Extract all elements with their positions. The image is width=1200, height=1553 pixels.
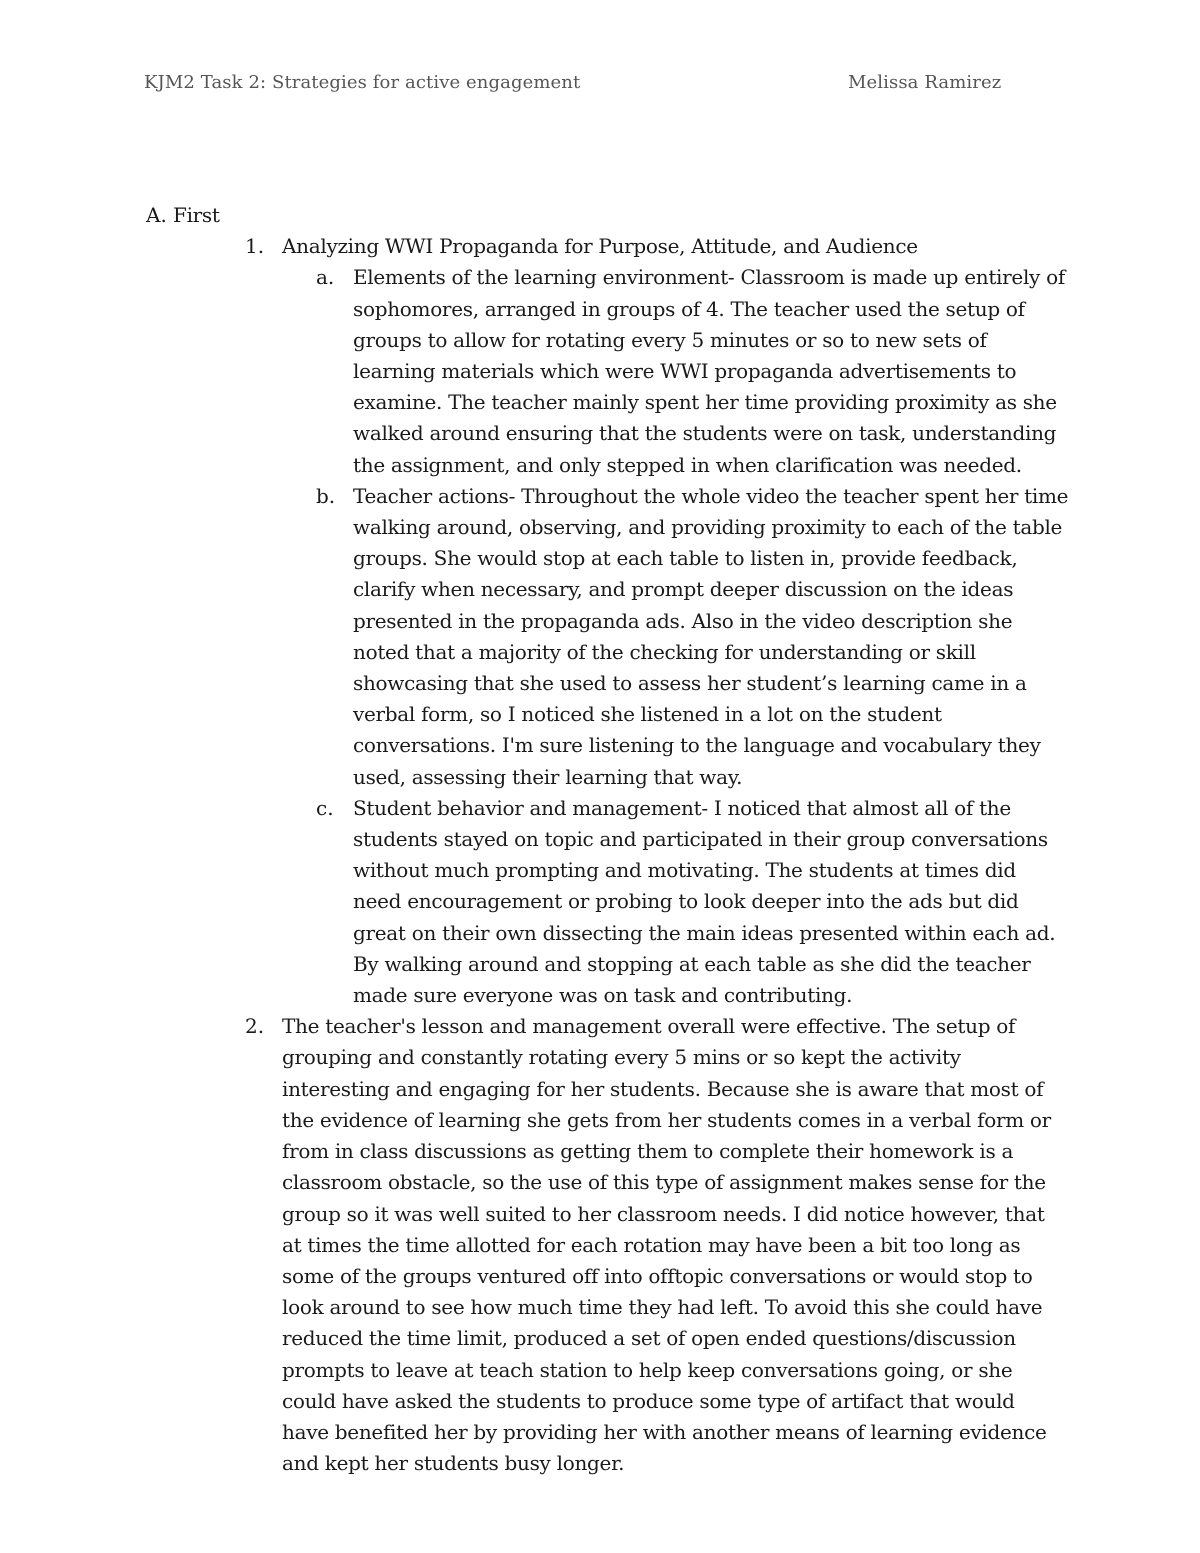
header-title: KJM2 Task 2: Strategies for active engagement [144, 72, 581, 93]
sub-item-c-text: Student behavior and management- I noticed that almost all of the students stayed on topic and participated in their group conversations without much prompting and motivating. The students at times did need encouragement or probing to look deeper into the ads but did great on their own dissecting the main ideas presented within each ad. By walking around and stopping at each table as she did the teacher made sure everyone was on task and contributing. [353, 795, 1056, 1008]
sub-item-c [0, 793, 1200, 1011]
header-author: Melissa Ramirez [848, 72, 1002, 93]
sub-item-a-text: Elements of the learning environment- Classroom is made up entirely of sophomores, arranged in groups of 4. The teacher used the setup of groups to allow for rotating every 5 minutes or so to new sets of learning materials which were WWI propaganda advertisements to examine. The teacher mainly spent her time providing proximity as she walked around ensuring that the students were on task, understanding the assignment, and only stepped in when clarification was needed. [353, 265, 1065, 477]
list-marker: b. [316, 483, 336, 508]
list-marker: c. [316, 795, 334, 820]
list-item-2-text: The teacher's lesson and management overall were effective. The setup of grouping and constantly rotating every 5 mins or so kept the activity interesting and engaging for her students. Because she is aware that most of the evidence of learning she gets from her students comes in a verbal form or from in class discussions as getting them to complete their homework is a classroom obstacle, so the use of this type of assignment makes sense for the group so it was well suited to her classroom needs. I did notice however, that at times the time allotted for each rotation may have been a bit too long as some of the groups ventured off into offtopic conversations or would stop to look around to see how much time they had left. To avoid this she could have reduced the time limit, produced a set of open ended questions/discussion prompts to leave at teach station to help keep conversations going, or she could have asked the students to produce some type of artifact that would have benefited her by providing her with another means of learning evidence and kept her students busy longer. [282, 1014, 1051, 1476]
sub-item-a [0, 262, 1200, 480]
section-a-title: First [173, 203, 220, 227]
list-marker: 2. [245, 1014, 265, 1039]
list-marker: a. [316, 265, 335, 290]
list-marker: A. [146, 203, 167, 227]
sub-item-b [0, 481, 1200, 793]
list-item-1-title: Analyzing WWI Propaganda for Purpose, Attitude, and Audience [282, 234, 918, 259]
document-body [0, 200, 1200, 1479]
sub-item-b-text: Teacher actions- Throughout the whole video the teacher spent her time walking around, observing, and providing proximity to each of the table groups. She would stop at each table to listen in, provide feedback, clarify when necessary, and prompt deeper discussion on the ideas presented in the propaganda ads. Also in the video description she noted that a majority of the checking for understanding or skill showcasing that she used to assess her student’s learning came in a verbal form, so I noticed she listened in a lot on the student conversations. I'm sure listening to the language and vocabulary they used, assessing their learning that way. [353, 483, 1069, 789]
page-header [144, 72, 1002, 98]
list-marker: 1. [245, 234, 265, 259]
list-item-1 [0, 231, 1200, 262]
list-item-2 [0, 1011, 1200, 1479]
section-a [0, 200, 1200, 231]
